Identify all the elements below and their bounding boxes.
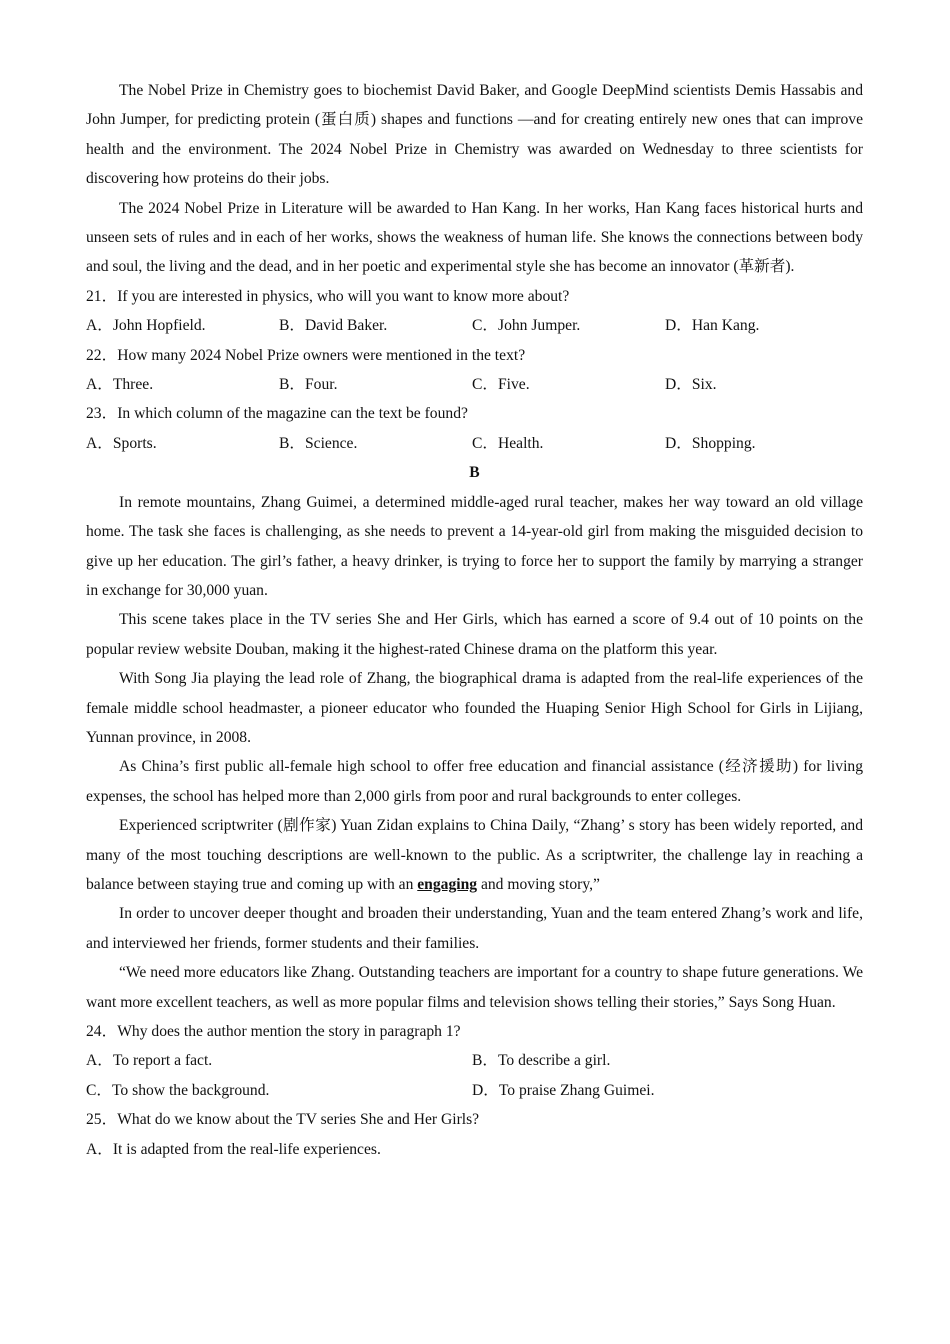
- question-22-options: [86, 370, 863, 399]
- passage-b-paragraph-7: “We need more educators like Zhang. Outstanding teachers are important for a country to shape future generations. We want more excellent teachers, as well as more popular films and television shows telling their stories,” Says Song Huan.: [86, 964, 863, 1011]
- question-24-options-row-1: [86, 1046, 863, 1075]
- passage-a-paragraph-2: The 2024 Nobel Prize in Literature will be awarded to Han Kang. In her works, Han Kang faces historical hurts and unseen sets of rules and in each of her works, shows the weakness of human life. She knows the connections between body and soul, the living and the dead, and in her poetic and experimental style she has become an innovator (革新者).: [86, 199, 863, 276]
- option-d: D．To praise Zhang Guimei.: [472, 1081, 655, 1099]
- question-21-options: [86, 311, 863, 340]
- passage-b-paragraph-6: In order to uncover deeper thought and broaden their understanding, Yuan and the team entered Zhang’s work and life, and interviewed her friends, former students and their families.: [86, 905, 863, 952]
- passage-b-paragraph-2: This scene takes place in the TV series She and Her Girls, which has earned a score of 9.4 out of 10 points on the popular review website Douban, making it the highest-rated Chinese drama on the platform this year.: [86, 611, 863, 658]
- passage-b-paragraph-1: In remote mountains, Zhang Guimei, a determined middle-aged rural teacher, makes her way toward an old village home. The task she faces is challenging, as she needs to prevent a 14-year-old girl from making the misguided decision to give up her education. The girl’s father, a heavy drinker, is trying to force her to support the family by marrying a stranger in exchange for 30,000 yuan.: [86, 493, 863, 599]
- option-a: A．To report a fact.: [86, 1052, 213, 1070]
- question-23-stem: 23．In which column of the magazine can the text be found?: [86, 405, 468, 423]
- passage-b-paragraph-5: [86, 811, 863, 899]
- question-21-stem: 21．If you are interested in physics, who will you want to know more about?: [86, 287, 570, 305]
- passage-a-paragraph-1: The Nobel Prize in Chemistry goes to biochemist David Baker, and Google DeepMind scientists Demis Hassabis and John Jumper, for predicting protein (蛋白质) shapes and functions —and for creating entirely new ones that can improve health and the environment. The 2024 Nobel Prize in Chemistry was awarded on Wednesday to three scientists for discovering how proteins do their jobs.: [86, 82, 863, 188]
- option-d: D．Han Kang.: [665, 317, 760, 335]
- option-a: A．Three.: [86, 376, 154, 394]
- option-a: A．Sports.: [86, 434, 157, 452]
- question-23-options: [86, 429, 863, 458]
- question-25-stem: 25．What do we know about the TV series She and Her Girls?: [86, 1111, 480, 1129]
- option-c: C．Health.: [472, 434, 544, 452]
- option-c: C．John Jumper.: [472, 317, 581, 335]
- option-b: B．Four.: [279, 376, 338, 394]
- option-c: C．To show the background.: [86, 1081, 270, 1099]
- question-24-options-row-2: [86, 1076, 863, 1105]
- question-22-stem: 22．How many 2024 Nobel Prize owners were mentioned in the text?: [86, 346, 526, 364]
- question-25-option-a: A．It is adapted from the real-life experiences.: [86, 1140, 381, 1158]
- question-24-stem: 24．Why does the author mention the story in paragraph 1?: [86, 1023, 461, 1040]
- option-d: D．Six.: [665, 376, 717, 394]
- option-b: B．Science.: [279, 434, 358, 452]
- option-a: A．John Hopfield.: [86, 317, 206, 335]
- engaging-highlighted-word: engaging: [417, 875, 478, 893]
- passage-b-paragraph-4: As China’s first public all-female high school to offer free education and financial assistance (经济援助) for living expenses, the school has helped more than 2,000 girls from poor and rural backgrounds to enter colleges.: [86, 758, 863, 805]
- paragraph-5-text-before: Experienced scriptwriter (剧作家) Yuan Zidan explains to China Daily, “Zhang’ s story has been widely reported, and many of the most touching descriptions are well-known to the public. As a scriptwriter, the challenge lay in reaching a balance between staying true and coming up with an: [86, 817, 863, 893]
- option-d: D．Shopping.: [665, 434, 756, 452]
- option-b: B．David Baker.: [279, 317, 388, 335]
- section-b-heading: B: [469, 464, 480, 482]
- option-c: C．Five.: [472, 376, 530, 394]
- paragraph-5-text-after: and moving story,”: [477, 875, 600, 893]
- exam-page: [86, 76, 863, 1164]
- option-b: B．To describe a girl.: [472, 1052, 611, 1070]
- passage-b-paragraph-3: With Song Jia playing the lead role of Zhang, the biographical drama is adapted from the real-life experiences of the female middle school headmaster, a pioneer educator who founded the Huaping Senior High School for Girls in Lijiang, Yunnan province, in 2008.: [86, 670, 863, 746]
